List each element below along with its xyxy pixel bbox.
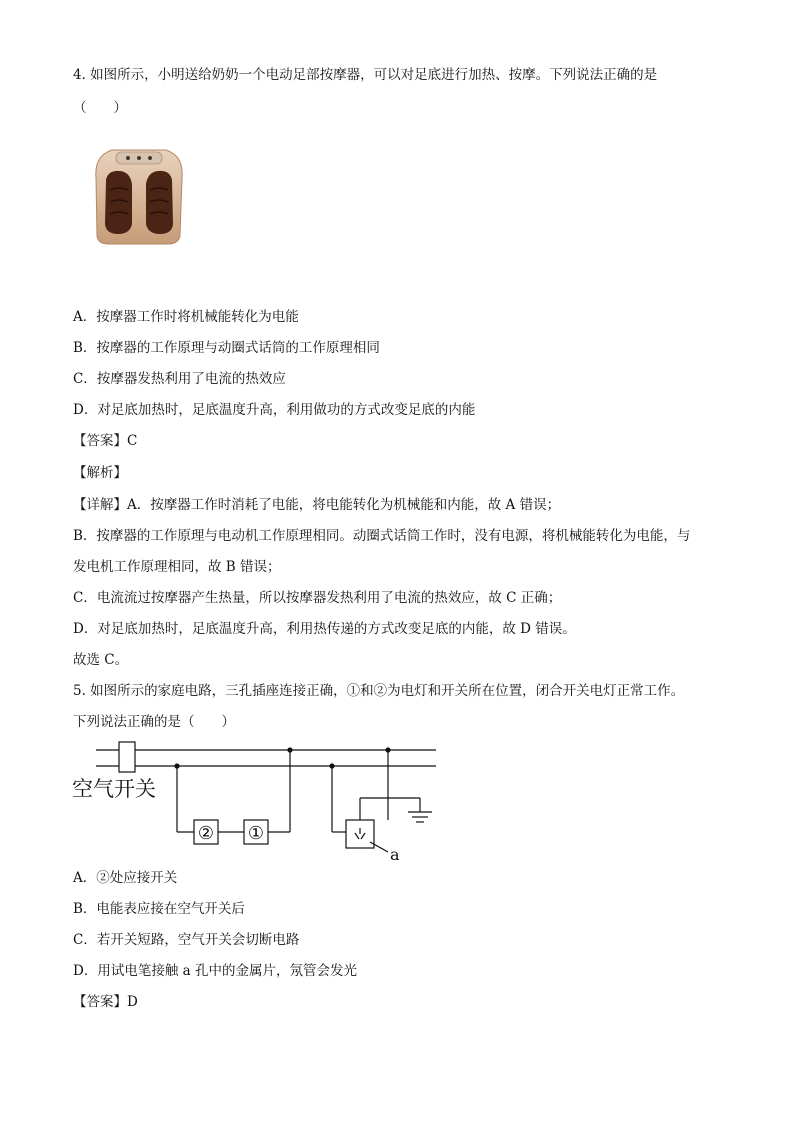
- q4-stem: 4. 如图所示，小明送给奶奶一个电动足部按摩器，可以对足底进行加热、按摩。下列说法正确的是: [73, 67, 658, 83]
- answer-label: 【答案】: [73, 433, 127, 449]
- detail-text: A．按摩器工作时消耗了电能，将电能转化为机械能和内能，故 A 错误；: [127, 497, 561, 513]
- q4-detail-line-3: 发电机工作原理相同，故 B 错误；: [73, 559, 281, 575]
- q4-paren: （ ）: [73, 100, 127, 116]
- position-2-label: ②: [197, 823, 215, 844]
- q5-stem: 5. 如图所示的家庭电路，三孔插座连接正确，①和②为电灯和开关所在位置，闭合开关电灯正常工作。: [73, 683, 685, 699]
- q5-stem-2: 下列说法正确的是（ ）: [73, 714, 235, 730]
- q4-analysis-label: 【解析】: [73, 465, 127, 481]
- q4-detail-line-1: [73, 496, 560, 514]
- q4-option-b: B．按摩器的工作原理与动圈式话筒的工作原理相同: [73, 340, 380, 356]
- position-1-label: ①: [247, 823, 265, 844]
- q5-answer: [73, 993, 138, 1011]
- hole-a-label: a: [390, 845, 400, 863]
- q4-option-d: D．对足底加热时，足底温度升高，利用做功的方式改变足底的内能: [73, 402, 476, 418]
- q4-conclusion: 故选 C。: [73, 652, 129, 668]
- detail-label: 【详解】: [73, 497, 127, 513]
- breaker-label: 空气开关: [72, 777, 156, 801]
- answer-value: D: [127, 994, 138, 1010]
- foot-massager-image: [88, 140, 190, 248]
- q4-option-a: A．按摩器工作时将机械能转化为电能: [73, 309, 299, 325]
- q4-detail-line-5: D．对足底加热时，足底温度升高，利用热传递的方式改变足底的内能，故 D 错误。: [73, 621, 576, 637]
- q5-option-a: A．②处应接开关: [73, 870, 178, 886]
- q5-option-d: D．用试电笔接触 a 孔中的金属片，氖管会发光: [73, 963, 357, 979]
- q4-answer: [73, 432, 137, 450]
- q5-option-c: C．若开关短路，空气开关会切断电路: [73, 932, 300, 948]
- answer-label: 【答案】: [73, 994, 127, 1010]
- q5-option-b: B．电能表应接在空气开关后: [73, 901, 245, 917]
- q4-detail-line-2: B．按摩器的工作原理与电动机工作原理相同。动圈式话筒工作时，没有电源，将机械能转化为电能，与: [73, 528, 691, 544]
- q4-option-c: C．按摩器发热利用了电流的热效应: [73, 371, 286, 387]
- answer-value: C: [127, 433, 138, 449]
- household-circuit-diagram: [70, 738, 440, 863]
- q4-detail-line-4: C．电流流过按摩器产生热量，所以按摩器发热利用了电流的热效应，故 C 正确；: [73, 590, 562, 606]
